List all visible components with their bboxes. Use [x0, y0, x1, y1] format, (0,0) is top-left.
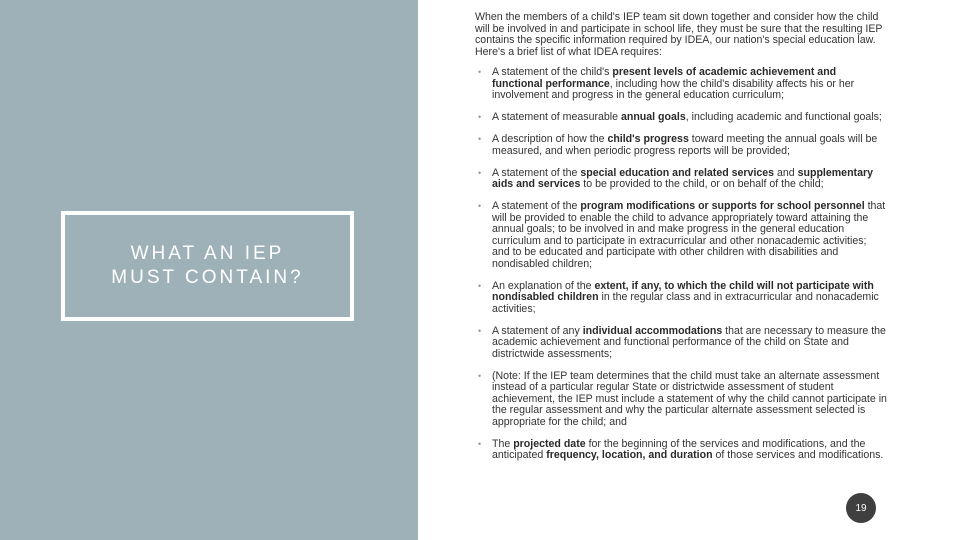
bullet-marker: • — [478, 112, 482, 122]
bold-phrase: supplementary aids and services — [492, 166, 873, 190]
bullet-marker: • — [478, 280, 482, 291]
bold-phrase: annual goals — [620, 111, 686, 123]
bullet-marker: • — [478, 325, 482, 336]
text-run: A description of how the — [492, 133, 608, 145]
list-item — [475, 326, 887, 361]
text-run: A statement of the child's — [492, 66, 613, 78]
left-panel — [0, 0, 418, 540]
text-run: An explanation of the — [492, 279, 595, 292]
text-run: in the regular class and in extracurricular and nonacademic activities; — [492, 291, 879, 315]
text-run: that will be provided to enable the child to advance appropriately toward attaining the annual goals; to be involved in and make progress in the general education curriculum and to participate in extracurricular and other nonacademic activities; and to be educated and participate with other children with disabilities and nondisabled children; — [492, 200, 886, 270]
intro-paragraph: When the members of a child's IEP team sit down together and consider how the child will be involved in and participate in school life, they must be sure that the resulting IEP contains the specific information required by IDEA, our nation's special education law. Here's a brief list of what IDEA requires: — [475, 11, 883, 58]
list-item — [475, 134, 887, 157]
content-area — [475, 12, 887, 472]
text-run: A statement of the — [492, 166, 581, 179]
requirements-list — [475, 67, 887, 462]
bold-phrase: special education and related services — [580, 166, 775, 179]
bold-phrase: present levels of academic achievement and functional performance — [492, 66, 837, 90]
text-run: toward meeting the annual goals will be measured, and when periodic progress reports will be provided; — [492, 133, 878, 157]
bold-phrase: projected date — [513, 437, 586, 450]
bullet-marker: • — [478, 438, 482, 449]
text-run: , including academic and functional goals; — [685, 111, 882, 123]
text-run: A statement of measurable — [492, 111, 621, 123]
bold-phrase: frequency, location, and duration — [546, 449, 713, 461]
title-box — [61, 211, 354, 321]
bullet-marker: • — [478, 67, 482, 77]
list-item — [475, 112, 887, 124]
text-run: , including how the child's disability affects his or her involvement and progress in the general education curriculum; — [492, 77, 855, 101]
bullet-marker: • — [478, 201, 482, 211]
text-run: A statement of the — [492, 200, 581, 212]
bullet-marker: • — [478, 134, 482, 144]
list-item — [475, 168, 887, 191]
bullet-marker: • — [478, 370, 482, 381]
bold-phrase: individual accommodations — [582, 324, 723, 337]
list-item — [475, 201, 887, 270]
text-run: for the beginning of the services and modifications, and the anticipated — [492, 437, 866, 461]
text-run: The — [492, 437, 514, 450]
bold-phrase: child's progress — [607, 133, 689, 145]
slide-title: WHAT AN IEP MUST CONTAIN? — [111, 243, 304, 288]
text-run: A statement of any — [492, 324, 583, 337]
list-item — [475, 67, 887, 102]
text-run: (Note: If the IEP team determines that the child must take an alternate assessment instead of a particular regular State or districtwide assessment of student achievement, the IEP must include a statement of why the child cannot participate in the regular assessment and why the particular alternate assessment selected is appropriate for the child; and — [492, 369, 887, 428]
list-item — [475, 371, 887, 429]
page-number: 19 — [855, 502, 867, 514]
list-item — [475, 281, 887, 316]
text-run: of those services and modifications. — [712, 449, 884, 461]
text-run: and — [774, 166, 798, 179]
bold-phrase: extent, if any, to which the child will not participate with nondisabled children — [492, 279, 874, 303]
text-run: to be provided to the child, or on behalf of the child; — [580, 178, 824, 190]
text-run: that are necessary to measure the academic achievement and functional performance of the child on State and districtwide assessments; — [492, 324, 886, 360]
page-number-badge — [846, 493, 876, 523]
bullet-marker: • — [478, 167, 482, 178]
bold-phrase: program modifications or supports for school personnel — [580, 200, 865, 212]
list-item — [475, 439, 887, 462]
